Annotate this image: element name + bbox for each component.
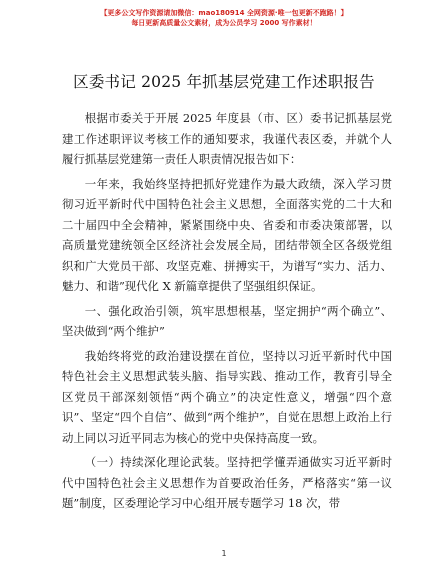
document-body (62, 108, 392, 518)
paragraph-intro: 根据市委关于开展 2025 年度县（市、区）委书记抓基层党建工作述职评议考核工作的通知要求，我谨代表区委，并就个人履行抓基层党建第一责任人职责情况报告如下： (62, 111, 392, 166)
promo-banner-line-2: 每日更新高质量公文素材，成为公员学习 2000 写作素材！ (131, 19, 317, 27)
section-heading-1: 一、强化政治引领，筑牢思想根基，坚定拥护“两个确立”、坚决做到“两个维护” (62, 303, 392, 338)
document-title: 区委书记 2025 年抓基层党建工作述职报告 (73, 73, 375, 91)
page-number: 1 (221, 549, 227, 558)
promo-banner-line-1: 【更多公文写作资源请加微信：mao180914 全网资源·唯一包更新不跑路！】 (100, 9, 348, 17)
paragraph-political-building: 我始终将党的政治建设摆在首位，坚持以习近平新时代中国特色社会主义思想武装头脑、指导实践、推动工作，教育引导全区党员干部深刻领悟“两个确立”的决定性意义，增强“四个意识”、坚定“四个自信”、做到“两个维护”，自觉在思想上政治上行动上同以习近平同志为核心的党中央保持高度一致。 (62, 348, 392, 445)
subsection-heading-1: （一）持续深化理论武装。坚持把学懂弄通做实习近平新时代中国特色社会主义思想作为首要政治任务，严格落实“第一议题”制度，区委理论学习中心组开展专题学习 18 次，带 (62, 455, 392, 510)
promo-banner (0, 8, 448, 28)
paragraph-overview: 一年来，我始终坚持把抓好党建作为最大政绩，深入学习贯彻习近平新时代中国特色社会主义思想，全面落实党的二十大和二十届四中全会精神，紧紧围绕中央、省委和市委决策部署，以高质量党建统领全区经济社会发展全局，团结带领全区各级党组织和广大党员干部、攻坚克难、拼搏实干，为谱写“实力、活力、魅力、和谐”现代化 X 新篇章提供了坚强组织保证。 (62, 176, 392, 293)
